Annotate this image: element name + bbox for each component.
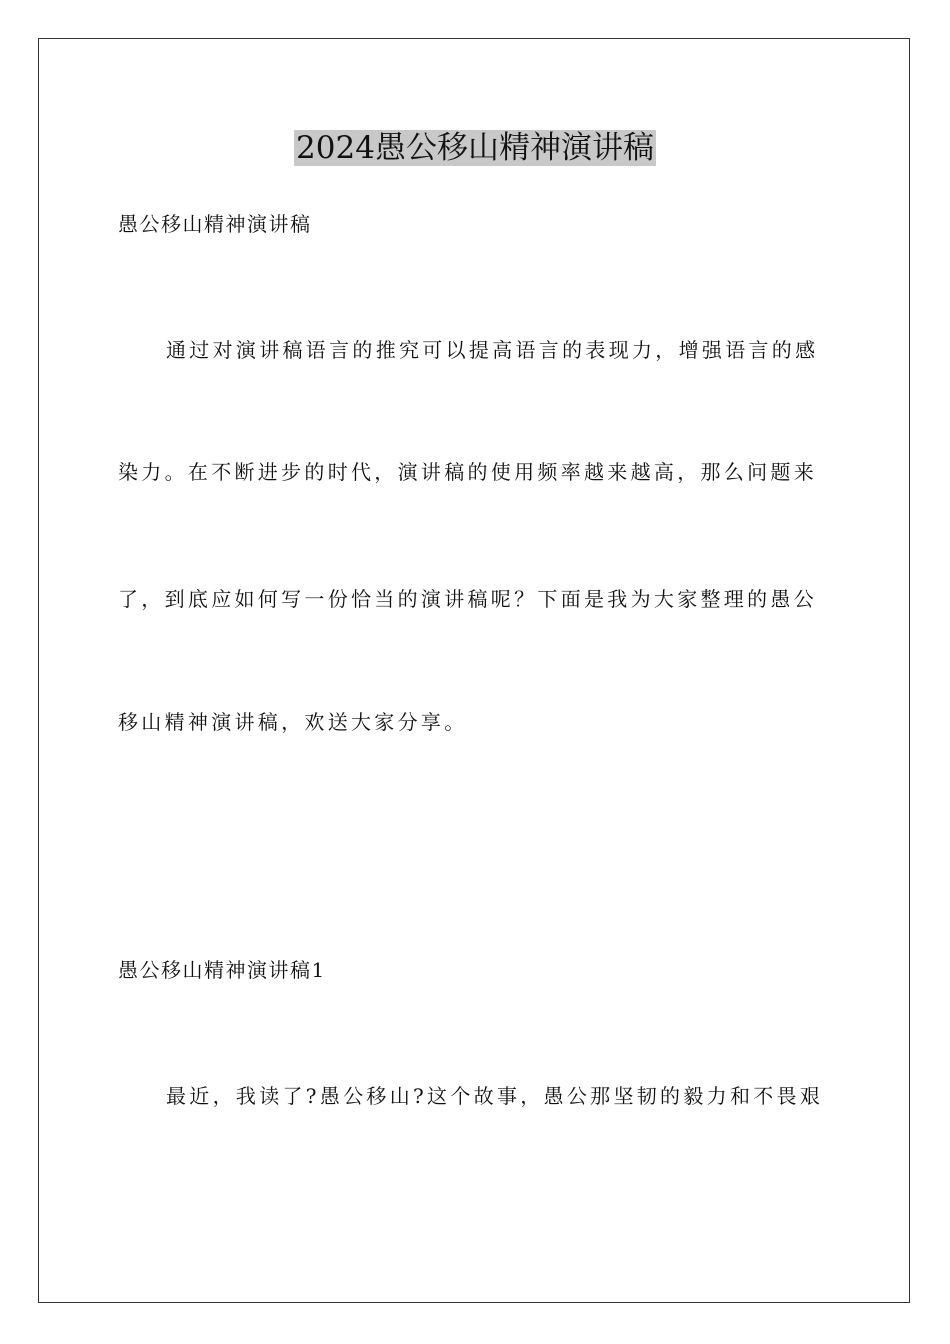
- document-subtitle: 愚公移山精神演讲稿: [118, 212, 312, 236]
- paragraph-line: 染力。在不断进步的时代，演讲稿的使用频率越来越高，那么问题来: [118, 460, 817, 484]
- document-title: [0, 128, 950, 168]
- document-title-text: 2024愚公移山精神演讲稿: [296, 130, 654, 166]
- paragraph-line: 通过对演讲稿语言的推究可以提高语言的表现力，增强语言的感: [166, 338, 819, 362]
- paragraph-line: 了，到底应如何写一份恰当的演讲稿呢？下面是我为大家整理的愚公: [118, 587, 817, 611]
- section-heading: 愚公移山精神演讲稿1: [118, 958, 326, 982]
- paragraph-line: 移山精神演讲稿，欢送大家分享。: [118, 710, 468, 734]
- paragraph-line: 最近，我读了?愚公移山?这个故事，愚公那坚韧的毅力和不畏艰: [166, 1084, 824, 1108]
